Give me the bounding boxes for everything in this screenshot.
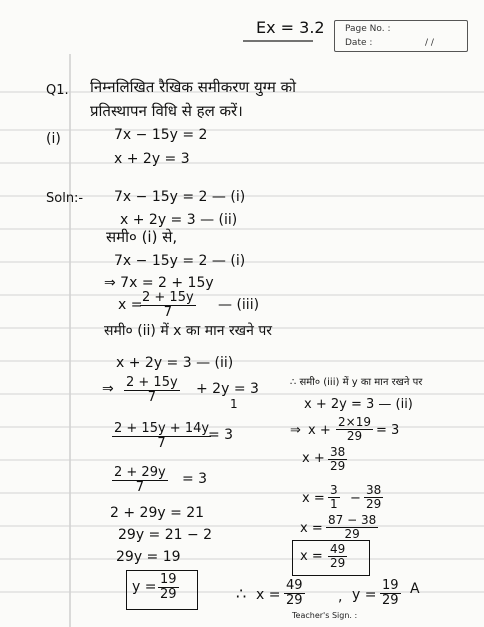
- right-r4-a-denominator: 1: [330, 496, 338, 511]
- l3-numerator: 2 + 29y: [114, 465, 166, 480]
- question-number: Q1.: [46, 83, 69, 98]
- right-r2-lhs: x +: [308, 423, 331, 438]
- l4: 2 + 29y = 21: [110, 505, 205, 521]
- question-eq1: 7x − 15y = 2: [114, 127, 208, 143]
- substitute-note: समी० (ii) में x का मान रखने पर: [104, 323, 273, 339]
- right-r3-numerator: 38: [330, 445, 346, 459]
- solution-label: Soln:-: [46, 191, 84, 206]
- page-number-box: [334, 20, 468, 52]
- l3-denominator: 7: [135, 479, 144, 495]
- solution-eq2: x + 2y = 3 — (ii): [120, 212, 238, 228]
- date-label: Date :: [345, 38, 373, 48]
- right-r3-denominator: 29: [330, 458, 346, 473]
- l2-fraction: [112, 422, 211, 450]
- from-eq1-note: समी० (i) से,: [106, 228, 178, 246]
- right-r4-a-fraction: [328, 484, 340, 510]
- l1-fraction: [124, 376, 180, 404]
- right-r4-b-fraction: [364, 484, 383, 510]
- right-r3-fraction: [328, 446, 347, 472]
- teacher-sign-label: Teacher's Sign. :: [292, 611, 358, 620]
- substitution-eq: x + 2y = 3 — (ii): [116, 355, 234, 371]
- l2-numerator: 2 + 15y + 14y: [114, 421, 210, 436]
- right-r3-lhs: x +: [302, 451, 325, 466]
- right-r6-numerator: 49: [330, 542, 346, 556]
- l1-numerator: 2 + 15y: [126, 375, 178, 390]
- l3-rest: = 3: [182, 471, 208, 487]
- right-r6-denominator: 29: [330, 555, 346, 570]
- right-r6-fraction: [328, 543, 347, 569]
- part-label: (i): [46, 131, 61, 147]
- final-therefore: ∴: [236, 584, 247, 603]
- step-3-numerator: 2 + 15y: [142, 290, 194, 305]
- right-r2-arrow: ⇒: [290, 423, 301, 438]
- final-separator: ,: [338, 589, 343, 605]
- l2-rest: = 3: [208, 427, 234, 443]
- step-1: 7x − 15y = 2 — (i): [114, 253, 246, 269]
- l1-rest: + 2y = 3: [196, 381, 259, 397]
- right-r4-minus: −: [350, 491, 361, 506]
- step-3-tag: — (iii): [218, 297, 260, 313]
- right-r6-lhs: x =: [300, 549, 323, 564]
- final-y-numerator: 19: [382, 578, 399, 593]
- page-no-label: Page No. :: [345, 24, 391, 34]
- question-eq2: x + 2y = 3: [114, 151, 190, 167]
- final-x-numerator: 49: [286, 578, 303, 593]
- right-r2-numerator: 2×19: [338, 415, 371, 429]
- l1-denominator: 7: [147, 389, 156, 405]
- y-answer-numerator: 19: [160, 572, 177, 587]
- l3-fraction: [112, 466, 168, 494]
- right-r2-rest: = 3: [376, 423, 400, 438]
- final-y-fraction: [380, 579, 401, 607]
- l2-denominator: 7: [157, 435, 166, 451]
- final-suffix: A: [410, 581, 420, 597]
- right-r4-b-numerator: 38: [366, 483, 382, 497]
- right-r4-lhs: x =: [302, 491, 325, 506]
- right-r5-numerator: 87 − 38: [328, 513, 377, 527]
- step-3-denominator: 7: [163, 304, 172, 320]
- final-y-denominator: 29: [382, 592, 399, 608]
- right-r4-a-numerator: 3: [330, 483, 338, 497]
- right-r1: x + 2y = 3 — (ii): [304, 397, 413, 412]
- l5: 29y = 21 − 2: [118, 527, 213, 543]
- step-3-fraction: [140, 291, 196, 319]
- final-x-denominator: 29: [286, 592, 303, 608]
- right-note: ∴ समी० (iii) में y का मान रखने पर: [290, 377, 423, 388]
- right-r5-denominator: 29: [344, 526, 360, 541]
- page-title: Ex = 3.2: [256, 18, 325, 37]
- right-r2-denominator: 29: [346, 428, 363, 443]
- y-answer-lhs: y =: [132, 579, 157, 595]
- date-value: / /: [425, 38, 434, 48]
- final-x-fraction: [284, 579, 305, 607]
- l6: 29y = 19: [116, 549, 181, 565]
- step-2: ⇒ 7x = 2 + 15y: [104, 275, 214, 291]
- l1-arrow: ⇒: [102, 381, 114, 397]
- right-r5-fraction: [326, 514, 378, 540]
- question-text-line1: निम्नलिखित रैखिक समीकरण युग्म को: [90, 78, 297, 96]
- question-text-line2: प्रतिस्थापन विधि से हल करें।: [90, 102, 243, 120]
- step-3-lhs: x =: [118, 297, 143, 313]
- solution-eq1: 7x − 15y = 2 — (i): [114, 189, 246, 205]
- final-x-lhs: x =: [256, 587, 281, 603]
- y-answer-fraction: [158, 573, 179, 601]
- right-r2-fraction: [336, 416, 373, 442]
- title-underline: [243, 38, 313, 44]
- right-r4-b-denominator: 29: [366, 496, 382, 511]
- l1-rest-denominator: 1: [230, 397, 238, 411]
- right-r5-lhs: x =: [300, 521, 323, 536]
- y-answer-denominator: 29: [160, 586, 177, 602]
- final-y-lhs: y =: [352, 587, 377, 603]
